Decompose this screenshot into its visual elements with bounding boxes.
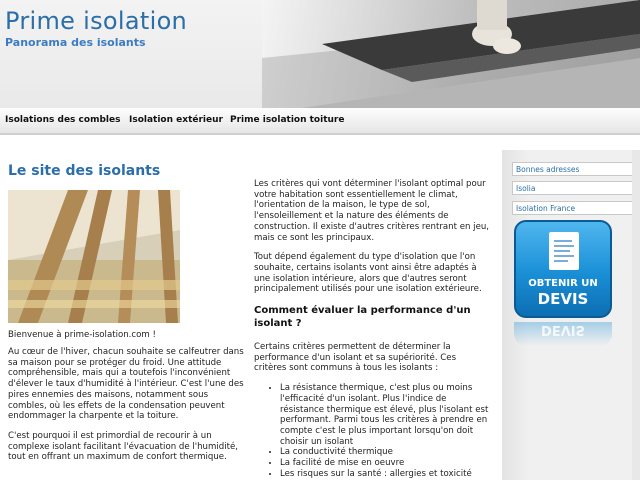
header-roofing-photo	[262, 0, 640, 108]
site-header	[0, 0, 640, 108]
list-item: • La résistance thermique, c'est plus ou moins l'efficacité d'un isolant. Plus l'indice de résistance thermique est élevé, plus l'isolant est performant. Parmi tous les critères à prendre en compte c'est le plus important lorsqu'on doit choisir un isolant	[280, 383, 490, 447]
list-item: • La conductivité thermique	[280, 447, 490, 458]
sidebar-link-isolia[interactable]: Isolia	[512, 181, 634, 195]
quote-button-line2: DEVIS	[537, 290, 589, 308]
page-title: Le site des isolants	[8, 163, 161, 179]
criteria-paragraph: Tout dépend également du type d'isolation que l'on souhaite, certains isolants vont ainsi être adaptés à une isolation intérieure, alors que d'autres seront principalement utilisés pour une isolation extérieure.	[254, 252, 482, 295]
attic-insulation-photo	[8, 190, 180, 323]
criteria-paragraph: Les critères qui vont déterminer l'isolant optimal pour votre habitation sont essentiellement le climat, l'orientation de la maison, le type de sol, l'ensoleillement et la nature des éléments de construction. Il existe d'autres critères rentrant en jeu, mais ce sont les principaux.	[254, 179, 490, 243]
reflection-text: DEVIS	[541, 322, 585, 337]
list-item: • La facilité de mise en oeuvre	[280, 458, 490, 469]
main-navigation	[0, 108, 640, 135]
nav-item-exterieur[interactable]: Isolation extérieur	[129, 115, 223, 125]
quote-button-reflection	[514, 322, 612, 346]
site-title[interactable]: Prime isolation	[5, 7, 188, 35]
get-quote-button[interactable]	[514, 220, 612, 318]
criteria-list	[280, 383, 490, 479]
nav-item-toiture[interactable]: Prime isolation toiture	[230, 115, 345, 125]
right-column-text	[254, 179, 490, 479]
sidebar-link-bonnes-adresses[interactable]: Bonnes adresses	[512, 162, 634, 176]
site-subtitle: Panorama des isolants	[5, 36, 146, 49]
intro-paragraph: C'est pourquoi il est primordial de recourir à un complexe isolant facilitant l'évacuation de l'humidité, tout en offrant un maximum de confort thermique.	[8, 430, 238, 463]
section-paragraph: Certains critères permettent de déterminer la performance d'un isolant et sa supériorité. Ces critères sont communs à tous les isolants :	[254, 342, 457, 374]
roofing-illustration	[262, 0, 640, 108]
sidebar-link-isolation-france[interactable]: Isolation France	[512, 201, 634, 215]
sidebar	[502, 150, 640, 480]
welcome-text: Bienvenue à prime-isolation.com !	[8, 330, 156, 340]
left-column-text	[8, 347, 244, 472]
quote-button-line1: OBTENIR UN	[528, 278, 598, 289]
list-item: • Les risques sur la santé : allergies et toxicité	[280, 469, 490, 480]
document-icon	[549, 232, 579, 270]
scrollbar[interactable]	[632, 150, 640, 480]
section-heading: Comment évaluer la performance d'un isolant ?	[254, 305, 471, 330]
nav-item-combles[interactable]: Isolations des combles	[5, 115, 121, 125]
intro-paragraph: Au cœur de l'hiver, chacun souhaite se calfeutrer dans sa maison pour se protéger du froid. Une attitude compréhensible, mais qui a toutefois l'inconvénient d'élever le taux d'humidité à l'intérieur. C'est l'une des pires ennemies des maisons, notamment sous combles, où les effets de la condensation peuvent endommager la charpente et la toiture.	[8, 347, 244, 422]
